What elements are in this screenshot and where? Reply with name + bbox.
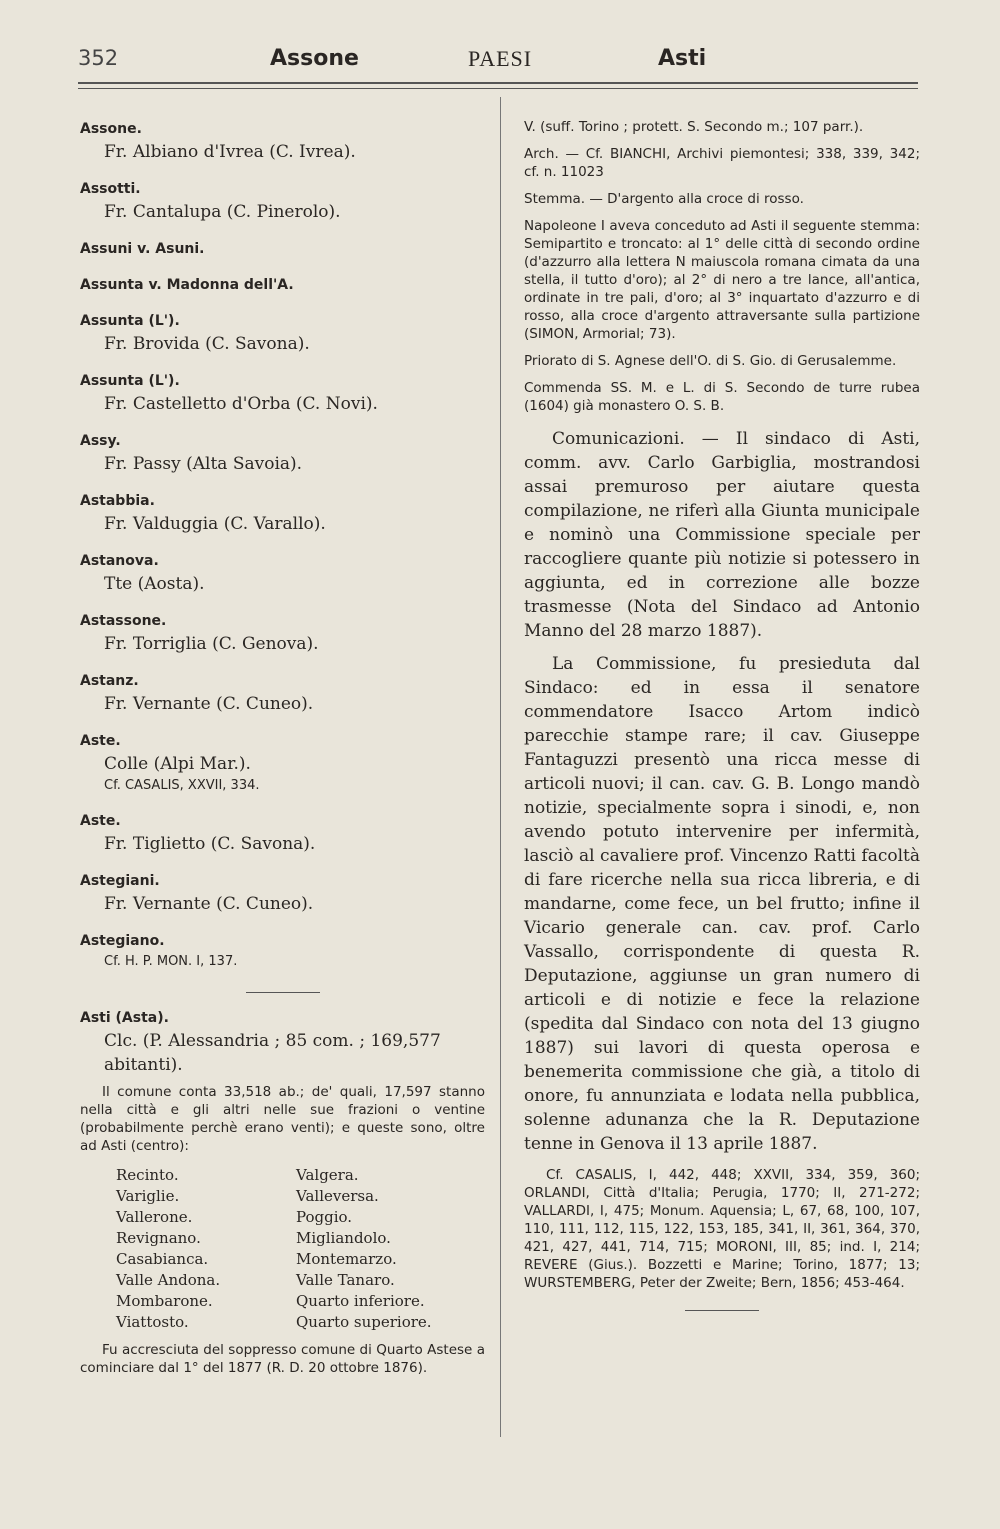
entry-heading: Astassone. (80, 613, 167, 629)
entry (80, 670, 485, 716)
entry-heading: Assunta (L'). (80, 313, 180, 329)
entry-heading: Assone. (80, 121, 142, 137)
entry (80, 810, 485, 856)
entry (80, 118, 485, 164)
entry (80, 310, 485, 356)
napoleonic-arms-paragraph: Napoleone I aveva conceduto ad Asti il seguente stemma: Semipartito e troncato: al 1° delle città di secondo ordine (d'azzurro alla lettera N maiuscola romana cimata da una stella, il tutto d'oro); al 2° di nero a tre lance, all'antica, ordinate in tre pali, d'oro; al 3° inquartato d'azzurro e di rosso, alla croce d'argento attraversante sulla partizione (SIMON, Armorial; 73). (524, 218, 920, 342)
entry (80, 274, 485, 296)
archive-note: Arch. — Cf. BIANCHI, Archivi piemontesi; 338, 339, 342; cf. n. 11023 (524, 146, 920, 180)
entry-reference: Cf. H. P. MON. I, 137. (104, 954, 238, 969)
entry-text: Colle (Alpi Mar.). (104, 754, 251, 774)
entry-heading: Aste. (80, 733, 121, 749)
entry-heading: Astabbia. (80, 493, 155, 509)
entry-text: Clc. (P. Alessandria ; 85 com. ; 169,577 abitanti). (104, 1031, 441, 1075)
diocese-note: V. (suff. Torino ; protett. S. Secondo m.; 107 parr.). (524, 119, 864, 135)
entry (80, 178, 485, 224)
header-left-word: Assone (270, 46, 359, 71)
coat-of-arms-note: Stemma. — D'argento alla croce di rosso. (524, 191, 804, 207)
entry-heading: Assuni v. Asuni. (80, 241, 205, 257)
entry-text: Fr. Tiglietto (C. Savona). (104, 834, 316, 854)
entry (80, 930, 485, 972)
entry-reference: Cf. CASALIS, XXVII, 334. (104, 778, 260, 793)
frazione: Variglie. (116, 1187, 180, 1205)
asti-closing-note: Fu accresciuta del soppresso comune di Quarto Astese a cominciare dal 1° del 1877 (R. D. 20 ottobre 1876). (80, 1342, 485, 1376)
asti-paragraph: Il comune conta 33,518 ab.; de' quali, 17,597 stanno nella città e gli altri nelle sue frazioni o ventine (probabilmente perchè erano venti); e queste sono, oltre ad Asti (centro): (80, 1084, 485, 1154)
frazione: Montemarzo. (296, 1250, 397, 1268)
frazione: Vallerone. (116, 1208, 193, 1226)
frazione: Valgera. (296, 1166, 359, 1184)
page-number: 352 (78, 46, 119, 70)
commenda-note: Commenda SS. M. e L. di S. Secondo de turre rubea (1604) già monastero O. S. B. (524, 380, 920, 414)
entry-text: Fr. Valduggia (C. Varallo). (104, 514, 326, 534)
entry (80, 870, 485, 916)
entry (80, 490, 485, 536)
frazione: Recinto. (116, 1166, 179, 1184)
bibliography-paragraph: Cf. CASALIS, I, 442, 448; XXVII, 334, 359, 360; ORLANDI, Città d'Italia; Perugia, 1770; II, 271-272; VALLARDI, I, 475; Monum. Aquensia; L, 67, 68, 100, 107, 110, 111, 112, 115, 122, 153, 185, 341, II, 361, 364, 370, 421, 427, 441, 714, 715; MORONI, III, 85; ind. I, 214; REVERE (Gius.). Bozzetti e Marine; Torino, 1877; 13; WURSTEMBERG, Peter der Zweite; Bern, 1856; 453-464. (524, 1167, 920, 1291)
entry-heading: Astanova. (80, 553, 159, 569)
running-header (78, 46, 918, 80)
frazione: Valle Tanaro. (296, 1271, 395, 1289)
entry-heading: Assy. (80, 433, 121, 449)
header-right-word: Asti (658, 46, 707, 71)
communications-paragraph: Comunicazioni. — Il sindaco di Asti, comm. avv. Carlo Garbiglia, mostrandosi assai premuroso per aiutare questa compilazione, ne riferì alla Giunta municipale e nominò una Commissione speciale per raccogliere quante più notizie si potessero in aggiunta, ed in correzione alle bozze trasmesse (Nota del Sindaco ad Antonio Manno del 28 marzo 1887). (524, 429, 920, 641)
frazione: Viattosto. (116, 1313, 189, 1331)
entry-text: Fr. Vernante (C. Cuneo). (104, 894, 314, 914)
entry-heading: Assunta v. Madonna dell'A. (80, 277, 294, 293)
frazioni-list (116, 1165, 485, 1333)
frazione: Quarto inferiore. (296, 1292, 425, 1310)
priory-note: Priorato di S. Agnese dell'O. di S. Gio. di Gerusalemme. (524, 353, 897, 369)
header-rule-thin (78, 88, 918, 89)
frazione: Poggio. (296, 1208, 353, 1226)
entry (80, 238, 485, 260)
entry-text: Fr. Passy (Alta Savoia). (104, 454, 303, 474)
entry-text: Fr. Cantalupa (C. Pinerolo). (104, 202, 341, 222)
frazione: Mombarone. (116, 1292, 213, 1310)
entry (80, 550, 485, 596)
entry-text: Fr. Torriglia (C. Genova). (104, 634, 319, 654)
frazione: Revignano. (116, 1229, 201, 1247)
frazione: Migliandolo. (296, 1229, 391, 1247)
frazione: Valleversa. (296, 1187, 379, 1205)
entry (80, 730, 485, 796)
entry-heading: Astanz. (80, 673, 139, 689)
column-divider (500, 97, 501, 1437)
entry-heading: Astegiano. (80, 933, 165, 949)
commission-paragraph: La Commissione, fu presieduta dal Sindaco: ed in essa il senatore commendatore Isacco Artom indicò parecchie stampe rare; il cav. Giuseppe Fantaguzzi presentò una ricca messe di articoli nuovi; il can. cav. G. B. Longo mandò notizie, specialmente sopra i sinodi, e, non avendo potuto intervenire per infermità, lasciò al cavaliere prof. Vincenzo Ratti facoltà di fare ricerche nella sua ricca libreria, e di mandarne, come fece, un bel frutto; infine il Vicario generale can. cav. prof. Carlo Vassallo, corrispondente di questa R. Deputazione, aggiunse un gran numero di articoli e di notizie e fece la relazione (spedita dal Sindaco con nota del 13 giugno 1887) sui lavori di questa operosa e benemerita commissione che già, a titolo di onore, fu annunziata e lodata nella pubblica, solenne adunanza che la R. Deputazione tenne in Genova il 13 aprile 1887. (524, 654, 920, 1154)
header-rule (78, 82, 918, 84)
entry-text: Fr. Vernante (C. Cuneo). (104, 694, 314, 714)
entry-heading: Asti (Asta). (80, 1010, 169, 1026)
entry-text: Fr. Castelletto d'Orba (C. Novi). (104, 394, 378, 414)
frazione: Casabianca. (116, 1250, 209, 1268)
entry-text: Fr. Albiano d'Ivrea (C. Ivrea). (104, 142, 356, 162)
entry (80, 610, 485, 656)
header-section: PAESI (468, 46, 533, 71)
entry-heading: Aste. (80, 813, 121, 829)
entry-heading: Assunta (L'). (80, 373, 180, 389)
entry-text: Tte (Aosta). (104, 574, 205, 594)
left-column (80, 118, 485, 1391)
frazione: Quarto superiore. (296, 1313, 432, 1331)
frazione: Valle Andona. (116, 1271, 221, 1289)
entry-text: Fr. Brovida (C. Savona). (104, 334, 310, 354)
section-separator (685, 1310, 759, 1311)
entry-heading: Astegiani. (80, 873, 160, 889)
right-column (524, 118, 920, 1325)
entry (80, 430, 485, 476)
section-separator (246, 992, 320, 993)
asti-entry (80, 1007, 485, 1377)
entry-heading: Assotti. (80, 181, 141, 197)
entry (80, 370, 485, 416)
